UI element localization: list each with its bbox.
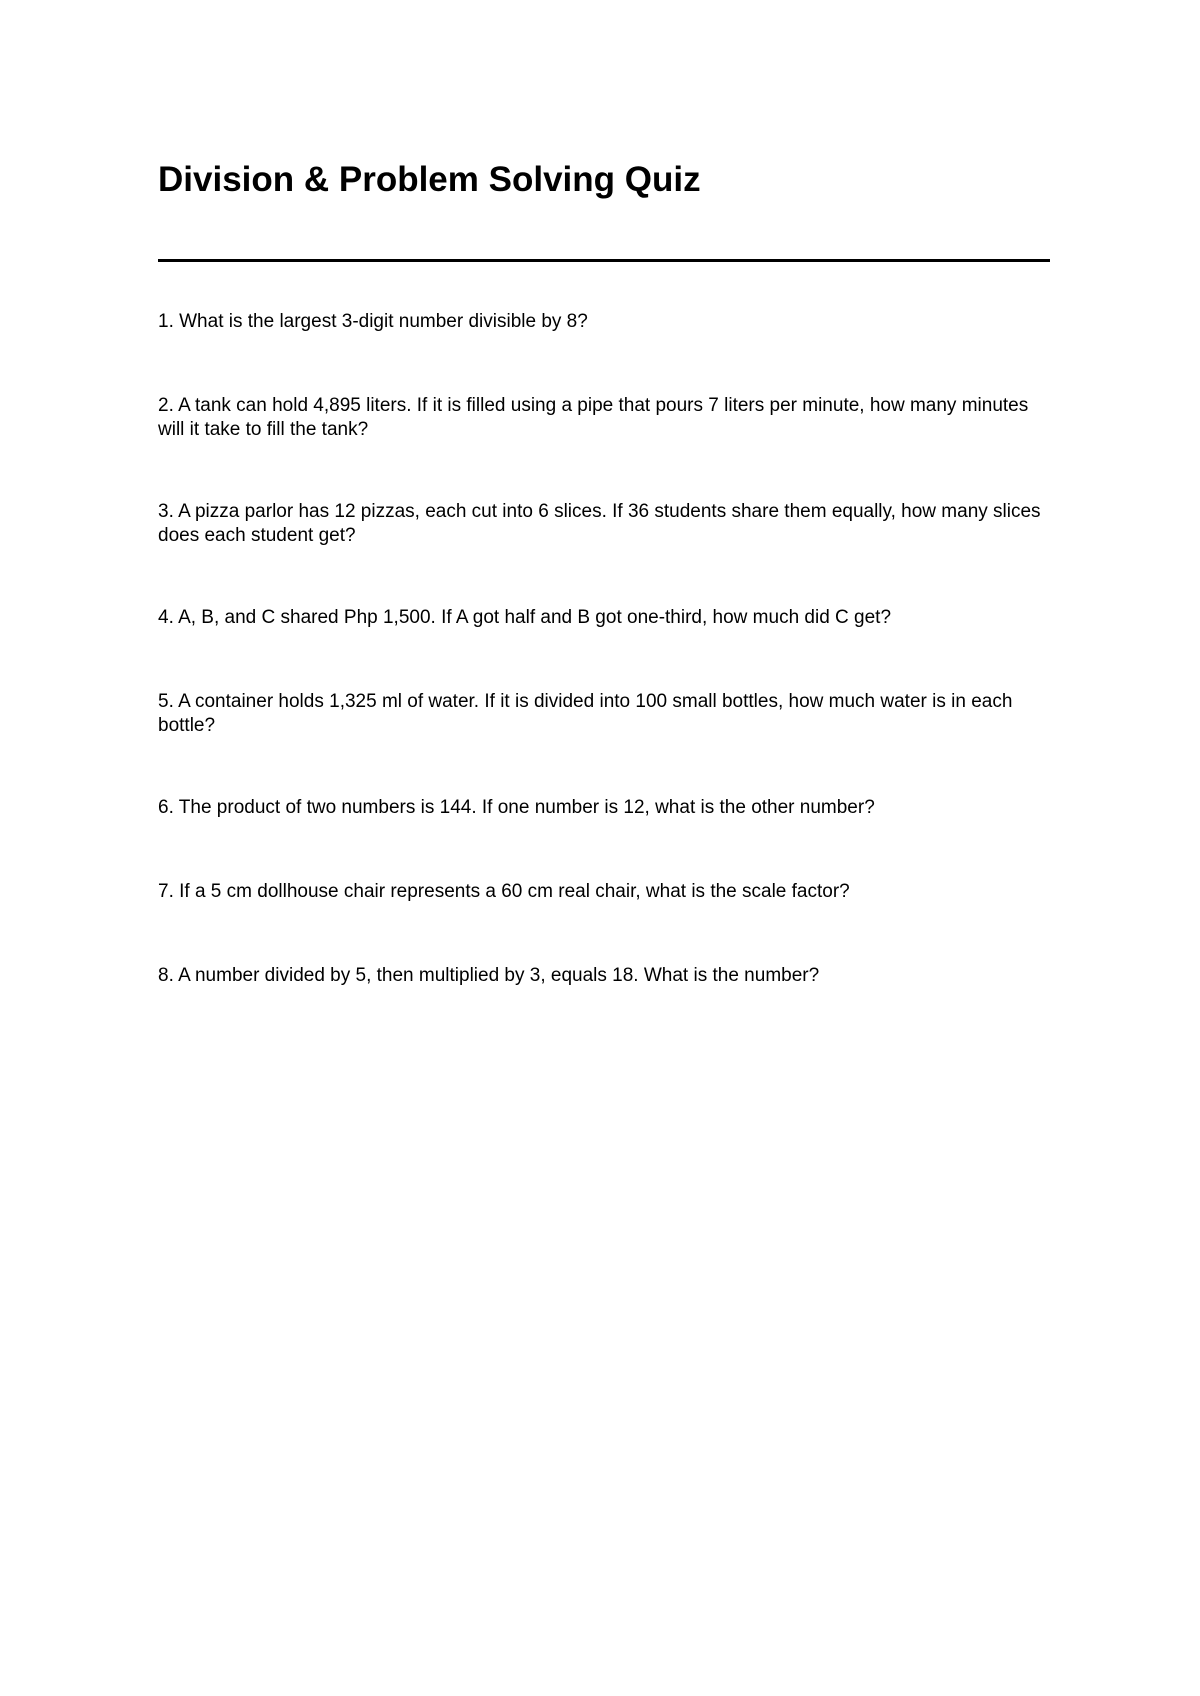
question-5: 5. A container holds 1,325 ml of water. If it is divided into 100 small bottles, how much water is in each bottle?: [158, 691, 1013, 736]
question-2: 2. A tank can hold 4,895 liters. If it is filled using a pipe that pours 7 liters per minute, how many minutes will it take to fill the tank?: [158, 395, 1029, 440]
title-divider: [158, 259, 1050, 262]
question-8: 8. A number divided by 5, then multiplied by 3, equals 18. What is the number?: [158, 965, 820, 986]
question-6: 6. The product of two numbers is 144. If one number is 12, what is the other number?: [158, 797, 875, 818]
question-7: 7. If a 5 cm dollhouse chair represents a 60 cm real chair, what is the scale factor?: [158, 881, 850, 902]
question-3: 3. A pizza parlor has 12 pizzas, each cut into 6 slices. If 36 students share them equally, how many slices does each student get?: [158, 501, 1041, 546]
question-4: 4. A, B, and C shared Php 1,500. If A got half and B got one-third, how much did C get?: [158, 607, 892, 628]
quiz-title: Division & Problem Solving Quiz: [158, 160, 701, 199]
question-1: 1. What is the largest 3-digit number divisible by 8?: [158, 311, 588, 332]
